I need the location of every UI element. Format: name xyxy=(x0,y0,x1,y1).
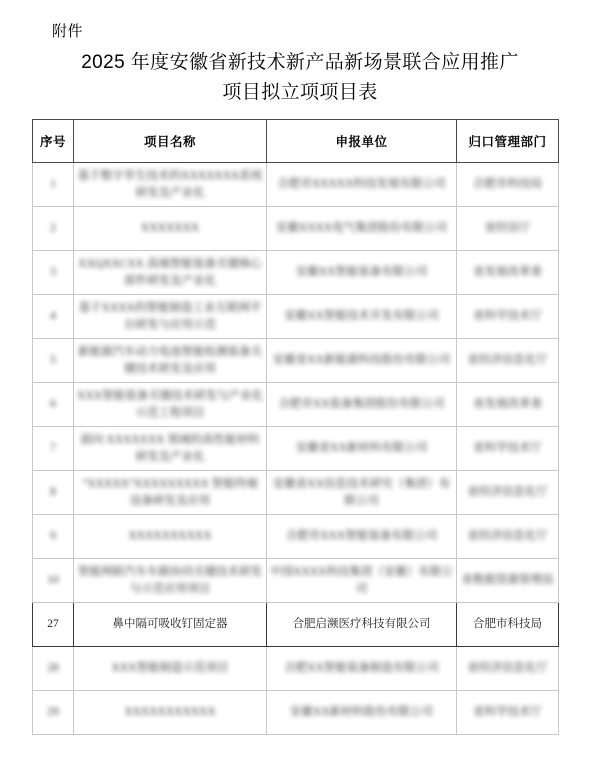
row-cell-applicant-unit-text: 安徽省XX新能源科技股份有限公司 xyxy=(272,354,451,366)
row-cell-project-name xyxy=(74,383,267,427)
row-cell-project-name-text: 新能源汽车动力电池智能检测装备关键技术研发及应用 xyxy=(78,345,262,375)
row-cell-applicant-unit-text: 安徽省XX新材料有限公司 xyxy=(295,442,428,454)
row-cell-managing-dept xyxy=(457,251,559,295)
row-cell-applicant-unit-text: 合肥启濒医疗科技有限公司 xyxy=(292,618,431,630)
table-row xyxy=(33,163,559,207)
row-cell-managing-dept xyxy=(457,163,559,207)
table-body xyxy=(33,163,559,735)
row-cell-managing-dept xyxy=(457,647,559,691)
table-row xyxy=(33,427,559,471)
row-cell-applicant-unit-text: 合肥市XXXXX科技发展有限公司 xyxy=(277,178,446,190)
row-cell-applicant-unit xyxy=(267,163,457,207)
attachment-label: 附件 xyxy=(52,23,84,40)
table-row xyxy=(33,559,559,603)
row-cell-managing-dept xyxy=(457,471,559,515)
row-cell-applicant-unit xyxy=(267,603,457,647)
row-cell-no-text: 27 xyxy=(47,618,59,630)
row-cell-managing-dept-text: 省经济信息化厅 xyxy=(467,530,548,542)
row-cell-applicant-unit xyxy=(267,207,457,251)
row-cell-project-name-text: 智能网联汽车车路协同关键技术研发与示范应用项目 xyxy=(78,565,262,595)
row-cell-applicant-unit xyxy=(267,339,457,383)
table-header xyxy=(33,120,559,163)
row-cell-managing-dept xyxy=(457,295,559,339)
row-cell-applicant-unit-text: 安徽省XX信息技术研究（集团）有限公司 xyxy=(272,477,451,507)
row-cell-no xyxy=(33,163,74,207)
row-cell-managing-dept-text: 省数据资源管理局 xyxy=(461,574,554,586)
row-cell-no-text: 2 xyxy=(50,222,56,234)
column-header-managing-dept: 归口管理部门 xyxy=(457,120,559,163)
row-cell-applicant-unit xyxy=(267,251,457,295)
row-cell-project-name-text: XXXXXXXXXXX xyxy=(124,706,216,718)
row-cell-managing-dept xyxy=(457,691,559,735)
row-cell-project-name xyxy=(74,559,267,603)
row-cell-applicant-unit xyxy=(267,559,457,603)
row-cell-project-name-text: XXXXXXXXXX xyxy=(128,530,212,542)
row-cell-project-name xyxy=(74,603,267,647)
row-cell-no-text: 10 xyxy=(47,574,59,586)
page-title-line-1: 2025 年度安徽省新技术新产品新场景联合应用推广 xyxy=(81,52,519,73)
row-cell-applicant-unit xyxy=(267,295,457,339)
row-cell-managing-dept xyxy=(457,427,559,471)
table-row xyxy=(33,515,559,559)
row-cell-no xyxy=(33,339,74,383)
row-cell-applicant-unit-text: 中国XXXX科技集团（安徽）有限公司 xyxy=(270,565,453,595)
row-cell-no xyxy=(33,295,74,339)
row-cell-project-name xyxy=(74,515,267,559)
row-cell-no xyxy=(33,207,74,251)
page-title xyxy=(32,48,568,108)
table-row xyxy=(33,251,559,295)
row-cell-managing-dept-text: 合肥市科技局 xyxy=(473,618,542,630)
project-table-wrapper xyxy=(32,119,558,735)
row-cell-applicant-unit-text: 安徽XX智能技术开发有限公司 xyxy=(284,310,439,322)
row-cell-no-text: 7 xyxy=(50,442,56,454)
row-cell-no-text: 9 xyxy=(50,530,56,542)
row-cell-applicant-unit xyxy=(267,383,457,427)
row-cell-project-name-text: XXXXXXX xyxy=(140,222,200,234)
row-cell-managing-dept-text: 省经济信息化厅 xyxy=(467,662,548,674)
row-cell-project-name-text: 基于数字孪生技术的XXXXXXX系统研发及产业化 xyxy=(77,169,263,199)
row-cell-managing-dept-text: 省发展改革委 xyxy=(473,266,542,278)
row-cell-applicant-unit-text: 安徽XX新材料股份有限公司 xyxy=(289,706,434,718)
row-cell-applicant-unit xyxy=(267,427,457,471)
table-row xyxy=(33,339,559,383)
row-cell-no-text: 3 xyxy=(50,266,56,278)
row-cell-no-text: 1 xyxy=(50,178,56,190)
row-cell-no xyxy=(33,691,74,735)
row-cell-project-name xyxy=(74,251,267,295)
table-row xyxy=(33,295,559,339)
table-header-row xyxy=(33,120,559,163)
column-header-project-name: 项目名称 xyxy=(74,120,267,163)
row-cell-no-text: 29 xyxy=(47,706,59,718)
row-cell-managing-dept xyxy=(457,207,559,251)
row-cell-project-name xyxy=(74,427,267,471)
row-cell-no xyxy=(33,251,74,295)
row-cell-managing-dept-text: 省科学技术厅 xyxy=(473,310,542,322)
row-cell-no xyxy=(33,515,74,559)
row-cell-managing-dept xyxy=(457,339,559,383)
column-header-no: 序号 xyxy=(33,120,74,163)
table-row xyxy=(33,691,559,735)
row-cell-no-text: 4 xyxy=(50,310,56,322)
row-cell-applicant-unit-text: 合肥XX智能装备制造有限公司 xyxy=(284,662,439,674)
row-cell-applicant-unit-text: 合肥市XXX智能装备有限公司 xyxy=(285,530,438,542)
row-cell-no-text: 6 xyxy=(50,398,56,410)
row-cell-project-name-text: XXX智能制造示范项目 xyxy=(111,662,229,674)
row-cell-applicant-unit xyxy=(267,691,457,735)
row-cell-no xyxy=(33,383,74,427)
row-cell-project-name xyxy=(74,471,267,515)
row-cell-managing-dept xyxy=(457,515,559,559)
row-cell-managing-dept xyxy=(457,383,559,427)
row-cell-project-name xyxy=(74,339,267,383)
row-cell-project-name xyxy=(74,647,267,691)
row-cell-applicant-unit-text: 安徽XXXX电气集团股份有限公司 xyxy=(275,222,448,234)
row-cell-managing-dept-text: 合肥市科技局 xyxy=(473,178,542,190)
row-cell-managing-dept-text: 省经济信息化厅 xyxy=(467,354,548,366)
row-cell-no xyxy=(33,559,74,603)
row-cell-project-name-text: 鼻中隔可吸收钉固定器 xyxy=(112,618,228,630)
page-title-line-2: 项目拟立项项目表 xyxy=(222,82,378,103)
row-cell-managing-dept-text: 省经信厅 xyxy=(484,222,531,234)
row-cell-managing-dept xyxy=(457,603,559,647)
table-row xyxy=(33,647,559,691)
row-cell-applicant-unit xyxy=(267,515,457,559)
row-cell-project-name xyxy=(74,163,267,207)
table-row xyxy=(33,207,559,251)
table-row xyxy=(33,471,559,515)
row-cell-no xyxy=(33,427,74,471)
row-cell-no-text: 5 xyxy=(50,354,56,366)
row-cell-project-name-text: XXQXXCXX 高端智能装备关键核心部件研发及产业化 xyxy=(78,257,262,287)
row-cell-managing-dept xyxy=(457,559,559,603)
row-cell-no-text: 28 xyxy=(47,662,59,674)
row-cell-project-name xyxy=(74,295,267,339)
row-cell-managing-dept-text: 省经济信息化厅 xyxy=(467,486,548,498)
row-cell-project-name-text: XXX智能装备关键技术研发与产业化示范工程项目 xyxy=(77,389,263,419)
row-cell-managing-dept-text: 省科学技术厅 xyxy=(473,706,542,718)
row-cell-project-name-text: “XXXXX”XXXXXXXXX 智能终端设备研发及应用 xyxy=(82,477,258,507)
row-cell-managing-dept-text: 省发展改革委 xyxy=(473,398,542,410)
row-cell-project-name-text: 基于XXXX的智能制造工业互联网平台研发与应用示范 xyxy=(78,301,262,331)
row-cell-applicant-unit xyxy=(267,471,457,515)
row-cell-no xyxy=(33,603,74,647)
row-cell-applicant-unit-text: 合肥市XX装备集团股份有限公司 xyxy=(278,398,445,410)
table-row xyxy=(33,383,559,427)
row-cell-no xyxy=(33,647,74,691)
column-header-applicant-unit: 申报单位 xyxy=(267,120,457,163)
row-cell-project-name xyxy=(74,691,267,735)
row-cell-project-name xyxy=(74,207,267,251)
project-table xyxy=(32,119,559,735)
row-cell-applicant-unit-text: 安徽XX智能装备有限公司 xyxy=(295,266,428,278)
row-cell-applicant-unit xyxy=(267,647,457,691)
row-cell-no xyxy=(33,471,74,515)
row-cell-project-name-text: 面向 XXXXXXX 领域的高性能材料研发及产业化 xyxy=(80,433,260,463)
row-cell-no-text: 8 xyxy=(50,486,56,498)
row-cell-managing-dept-text: 省科学技术厅 xyxy=(473,442,542,454)
table-row xyxy=(33,603,559,647)
